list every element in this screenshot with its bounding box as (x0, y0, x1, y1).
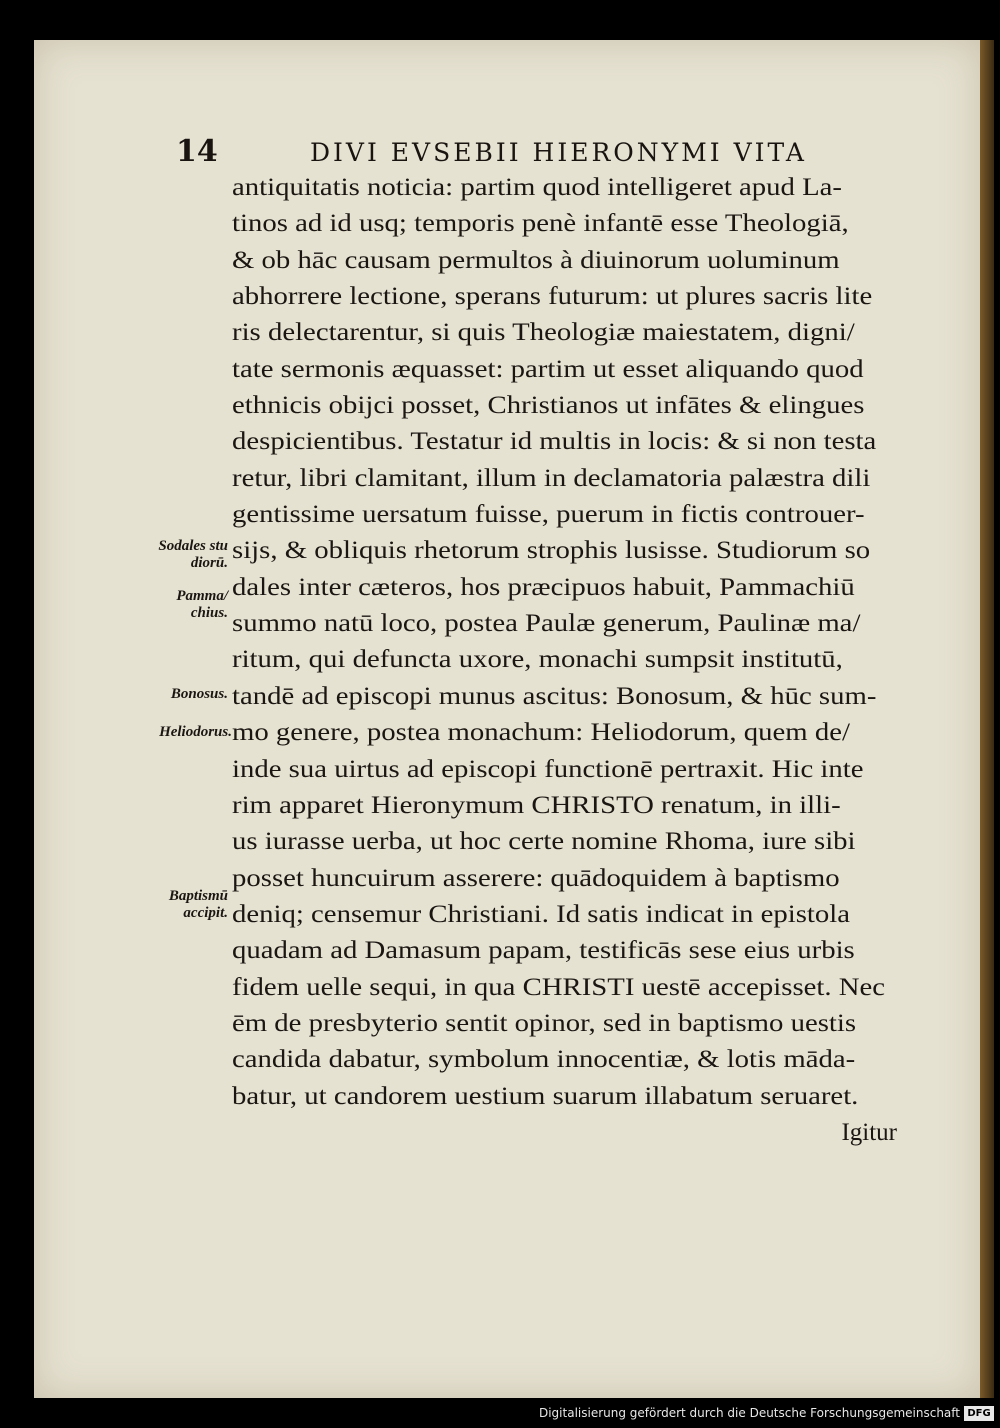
marginal-note-pammachius: Pamma/ chius. (176, 588, 228, 621)
text-line: & ob hāc causam permultos à diuinorum uoluminum (232, 246, 840, 274)
text-line: inde sua uirtus ad episcopi functionē pertraxit. Hic inte (232, 755, 864, 783)
text-line: antiquitatis noticia: partim quod intelligeret apud La- (232, 174, 842, 201)
marginal-note-baptismum: Baptismū accipit. (168, 888, 228, 921)
text-line: ēm de presbyterio sentit opinor, sed in baptismo uestis (232, 1009, 857, 1037)
text-line: candida dabatur, symbolum innocentiæ, & lotis māda- (232, 1046, 856, 1074)
text-line: tinos ad id usq; temporis penè infantē esse Theologiā, (232, 210, 849, 238)
text-line: fidem uelle sequi, in qua CHRISTI uestē accepisset. Nec (232, 973, 886, 1001)
digitization-footer (538, 1400, 1000, 1428)
running-title: DIVI EVSEBII HIERONYMI VITA (310, 138, 807, 167)
text-line: gentissime uersatum fuisse, puerum in fictis controuer- (232, 501, 865, 529)
text-line: ris delectarentur, si quis Theologiæ maiestatem, digni/ (232, 319, 855, 347)
text-line: tandē ad episcopi munus ascitus: Bonosum, & hūc sum- (232, 682, 877, 710)
text-line: retur, libri clamitant, illum in declamatoria palæstra dili (232, 464, 871, 492)
marginal-note-heliodorus: Heliodorus. (159, 724, 232, 740)
footer-credit: Digitalisierung gefördert durch die Deutsche Forschungsgemeinschaft (538, 1406, 960, 1420)
main-text (232, 170, 897, 1151)
catchword: Igitur (841, 1118, 897, 1146)
dfg-logo-icon: DFG (964, 1406, 994, 1421)
text-line: rim apparet Hieronymum CHRISTO renatum, in illi- (232, 791, 841, 819)
text-line: summo natū loco, postea Paulæ generum, Paulinæ ma/ (232, 610, 861, 638)
text-line: tate sermonis æquasset: partim ut esset aliquando quod (232, 355, 864, 383)
marginal-note-sodales: Sodales stu diorū. (158, 538, 228, 571)
text-line: mo genere, postea monachum: Heliodorum, quem de/ (232, 719, 850, 747)
folio-number: 14 (176, 134, 218, 169)
text-line: quadam ad Damasum papam, testificās sese eius urbis (232, 937, 855, 965)
text-line: abhorrere lectione, sperans futurum: ut plures sacris lite (232, 283, 873, 311)
text-line: ritum, qui defuncta uxore, monachi sumpsit institutū, (232, 646, 843, 674)
text-line: despicientibus. Testatur id multis in locis: & si non testa (232, 428, 877, 456)
page-header (0, 134, 1000, 174)
text-line: us iurasse uerba, ut hoc certe nomine Rhoma, iure sibi (232, 828, 856, 856)
marginal-note-bonosus: Bonosus. (170, 686, 228, 702)
text-line: batur, ut candorem uestium suarum illabatum seruaret. (232, 1082, 859, 1110)
text-line: sijs, & obliquis rhetorum strophis lusisse. Studiorum so (232, 537, 871, 565)
text-line: dales inter cæteros, hos præcipuos habuit, Pammachiū (232, 573, 855, 601)
text-line: ethnicis obijci posset, Christianos ut infātes & elingues (232, 392, 865, 420)
text-line: posset huncuirum asserere: quādoquidem à baptismo (232, 864, 840, 892)
text-line: deniq; censemur Christiani. Id satis indicat in epistola (232, 900, 850, 928)
